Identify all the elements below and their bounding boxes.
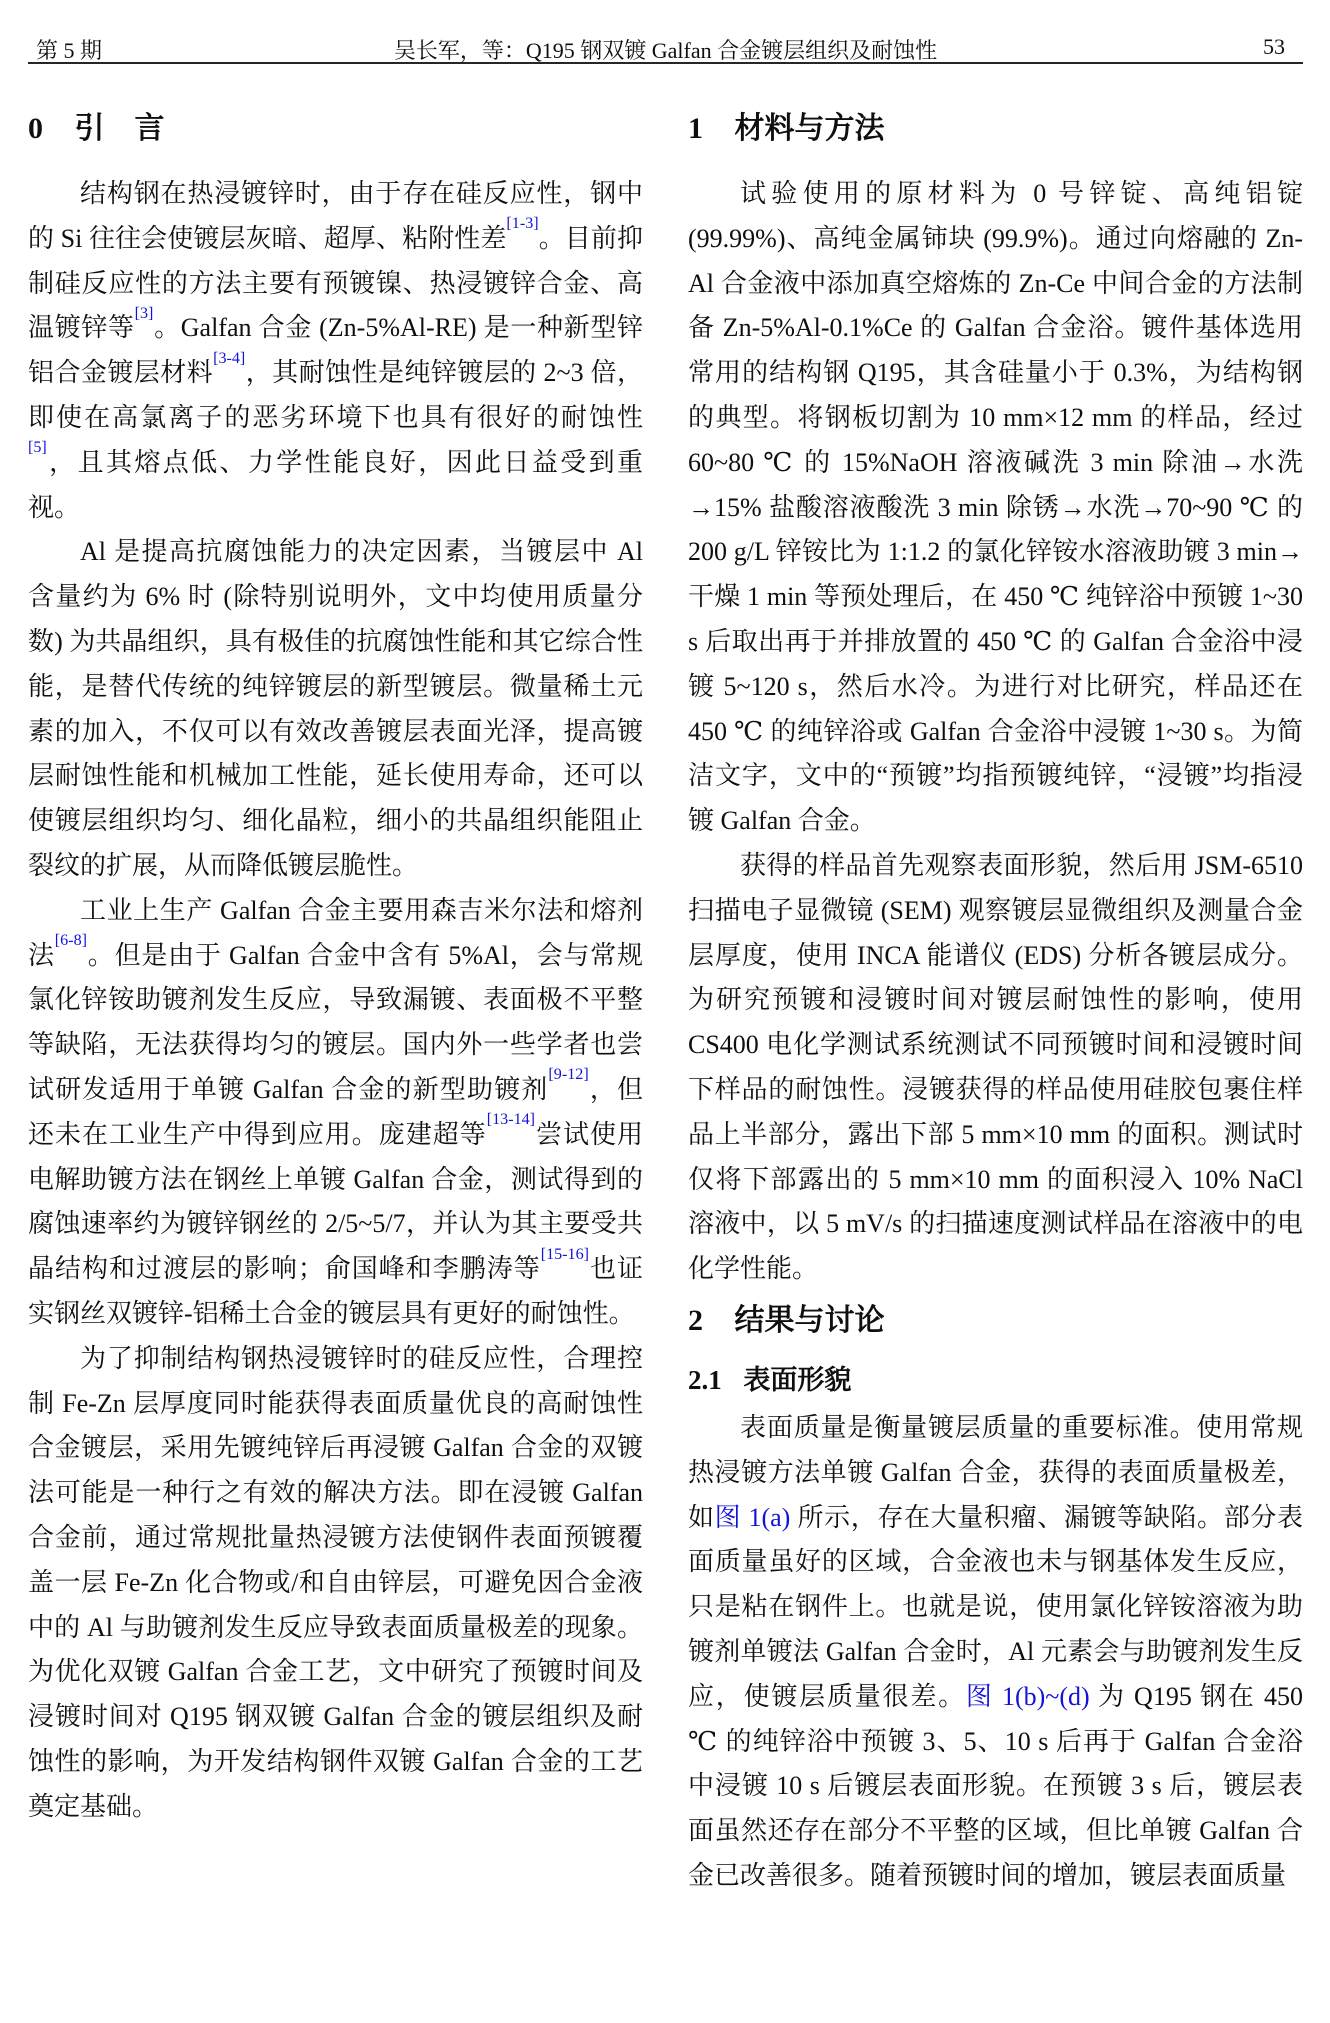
page-number: 53 [1263,34,1285,59]
section-number: 0 [28,112,43,145]
section-number: 1 [688,112,703,145]
journal-issue: 第 5 期 [36,38,103,63]
figure-link[interactable]: 图 1(a) [714,1502,791,1532]
section-title: 表面形貌 [743,1364,852,1395]
running-title: 吴长军，等：Q195 钢双镀 Galfan 合金镀层组织及耐蚀性 [393,38,938,63]
citation-ref[interactable]: [15-16] [540,1245,590,1263]
header-rule [28,62,1303,64]
article-body [28,100,1303,1899]
citation-ref[interactable]: [6-8] [54,932,87,950]
paragraph: 为了抑制结构钢热浸镀锌时的硅反应性，合理控制 Fe-Zn 层厚度同时能获得表面质量优良的高耐蚀性合金镀层，采用先镀纯锌后再浸镀 Galfan 合金的双镀法可能是一种行之有效的解决方法。即在浸镀 Galfan 合金前，通过常规批量热浸镀方法使钢件表面预镀覆盖一层 Fe-Zn 化合物或/和自由锌层，可避免因合金液中的 Al 与助镀剂发生反应导致表面质量极差的现象。为优化双镀 Galfan 合金工艺，文中研究了预镀时间及浸镀时间对 Q195 钢双镀 Galfan 合金的镀层组织及耐蚀性的影响，为开发结构钢件双镀 Galfan 合金的工艺奠定基础。 [28,1343,643,1821]
section-heading-2.1 [688,1364,1303,1396]
section-heading-2 [688,1304,1303,1338]
section-number: 2 [688,1303,703,1337]
section-heading-0 [28,112,643,146]
section-title: 材料与方法 [734,112,885,145]
citation-ref[interactable]: [9-12] [548,1066,589,1084]
figure-link[interactable]: 图 1(b)~(d) [965,1681,1090,1711]
citation-ref[interactable]: [3] [134,304,154,322]
citation-ref[interactable]: [1-3] [506,215,539,233]
paragraph: 结构钢在热浸镀锌时，由于存在硅反应性，钢中的 Si 往往会使镀层灰暗、超厚、粘附性差[1-3]。目前抑制硅反应性的方法主要有预镀镍、热浸镀锌合金、高温镀锌等[3]。Galfan 合金 (Zn-5%Al-RE) 是一种新型锌铝合金镀层材料[3-4]，其耐蚀性是纯锌镀层的 2~3 倍，即使在高氯离子的恶劣环境下也具有很好的耐蚀性[5]，且其熔点低、力学性能良好，因此日益受到重视。 [28,179,643,522]
paragraph: 工业上生产 Galfan 合金主要用森吉米尔法和熔剂法[6-8]。但是由于 Galfan 合金中含有 5%Al，会与常规氯化锌铵助镀剂发生反应，导致漏镀、表面极不平整等缺陷，无法获得均匀的镀层。国内外一些学者也尝试研发适用于单镀 Galfan 合金的新型助镀剂[9-12]，但还未在工业生产中得到应用。庞建超等[13-14]尝试使用电解助镀方法在钢丝上单镀 Galfan 合金，测试得到的腐蚀速率约为镀锌钢丝的 2/5~5/7，并认为其主要受共晶结构和过渡层的影响；俞国峰和李鹏涛等[15-16]也证实钢丝双镀锌-铝稀土合金的镀层具有更好的耐蚀性。 [28,895,643,1328]
section-title: 引 言 [74,112,165,145]
column-right [688,100,1303,1899]
column-left [28,100,643,1899]
section-number: 2.1 [688,1364,722,1395]
citation-ref[interactable]: [3-4] [213,349,246,367]
running-header [28,34,1303,62]
paragraph: 获得的样品首先观察表面形貌，然后用 JSM-6510 扫描电子显微镜 (SEM) 观察镀层显微组织及测量合金层厚度，使用 INCA 能谱仪 (EDS) 分析各镀层成分。为研究预镀和浸镀时间对镀层耐蚀性的影响，使用 CS400 电化学测试系统测试不同预镀时间和浸镀时间下样品的耐蚀性。浸镀获得的样品使用硅胶包裹住样品上半部分，露出下部 5 mm×10 mm 的面积。测试时仅将下部露出的 5 mm×10 mm 的面积浸入 10% NaCl 溶液中，以 5 mV/s 的扫描速度测试样品在溶液中的电化学性能。 [688,850,1303,1284]
paragraph: Al 是提高抗腐蚀能力的决定因素，当镀层中 Al 含量约为 6% 时 (除特别说明外，文中均使用质量分数) 为共晶组织，具有极佳的抗腐蚀性能和其它综合性能，是替代传统的纯锌镀层的新型镀层。微量稀土元素的加入，不仅可以有效改善镀层表面光泽，提高镀层耐蚀性能和机械加工性能，延长使用寿命，还可以使镀层组织均匀、细化晶粒，细小的共晶组织能阻止裂纹的扩展，从而降低镀层脆性。 [28,537,643,880]
section-title: 结果与讨论 [734,1303,885,1337]
citation-ref[interactable]: [5] [28,439,47,457]
paragraph: 试验使用的原材料为 0 号锌锭、高纯铝锭 (99.99%)、高纯金属铈块 (99.9%)。通过向熔融的 Zn-Al 合金液中添加真空熔炼的 Zn-Ce 中间合金的方法制备 Zn-5%Al-0.1%Ce 的 Galfan 合金浴。镀件基体选用常用的结构钢 Q195，其含硅量小于 0.3%，为结构钢的典型。将钢板切割为 10 mm×12 mm 的样品，经过 60~80 ℃ 的 15%NaOH 溶液碱洗 3 min 除油→水洗→15% 盐酸溶液酸洗 3 min 除锈→水洗→70~90 ℃ 的 200 g/L 锌铵比为 1:1.2 的氯化锌铵水溶液助镀 3 min→干燥 1 min 等预处理后，在 450 ℃ 纯锌浴中预镀 1~30 s 后取出再于并排放置的 450 ℃ 的 Galfan 合金浴中浸镀 5~120 s，然后水冷。为进行对比研究，样品还在 450 ℃ 的纯锌浴或 Galfan 合金浴中浸镀 1~30 s。为简洁文字，文中的“预镀”均指预镀纯锌，“浸镀”均指浸镀 Galfan 合金。 [688,179,1303,836]
section-heading-1 [688,112,1303,146]
citation-ref[interactable]: [13-14] [486,1111,536,1129]
paragraph: 表面质量是衡量镀层质量的重要标准。使用常规热浸镀方法单镀 Galfan 合金，获得的表面质量极差，如图 1(a) 所示，存在大量积瘤、漏镀等缺陷。部分表面质量虽好的区域，合金液也未与钢基体发生反应，只是粘在钢件上。也就是说，使用氯化锌铵溶液为助镀剂单镀法 Galfan 合金时，Al 元素会与助镀剂发生反应，使镀层质量很差。图 1(b)~(d) 为 Q195 钢在 450 ℃ 的纯锌浴中预镀 3、5、10 s 后再于 Galfan 合金浴中浸镀 10 s 后镀层表面形貌。在预镀 3 s 后，镀层表面虽然还存在部分不平整的区域，但比单镀 Galfan 合金已改善很多。随着预镀时间的增加，镀层表面质量 [688,1412,1303,1890]
